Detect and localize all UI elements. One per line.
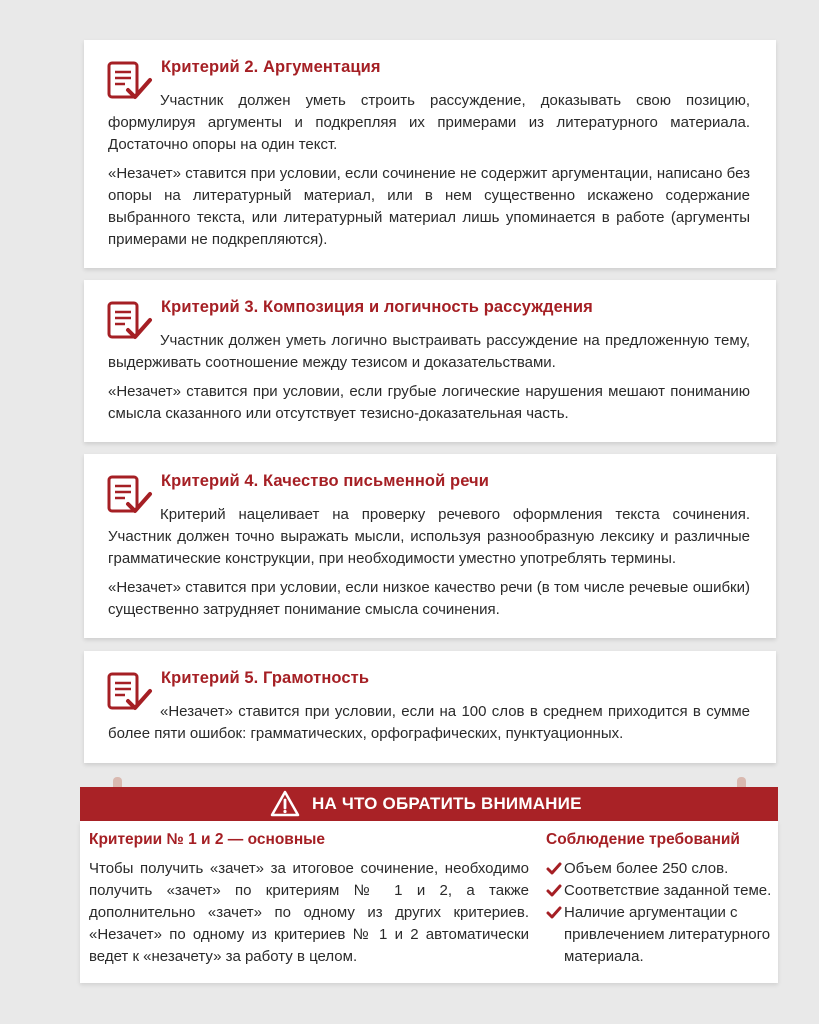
main-criteria-text: Чтобы получить «зачет» за итоговое сочинение, необходимо получить «зачет» по критериям № 1 и 2, а также дополнительно «зачет» по одному из других критериев. «Незачет» по одному из критериев № 1 и 2 автоматически ведет к «незачету» за работу в целом.	[89, 860, 529, 965]
main-criteria-section	[89, 831, 529, 968]
requirement-item	[546, 880, 776, 902]
criterion-description: Участник должен уметь логично выстраивать рассуждение на предложенную тему, выдерживать соотношение между тезисом и доказательствами.	[108, 332, 750, 371]
criterion-title: Критерий 4. Качество письменной речи	[161, 472, 489, 490]
criterion-card-5	[84, 651, 776, 763]
criterion-fail-condition: «Незачет» ставится при условии, если сочинение не содержит аргументации, написано без опоры на литературный материал, или в нем существенно искажено содержание выбранного текста, или литературный материал лишь упоминается в работе (аргументы примерами не подкрепляются).	[108, 165, 750, 248]
attention-panel	[80, 821, 778, 983]
requirement-text: Объем более 250 слов.	[564, 860, 729, 877]
criterion-fail-condition: «Незачет» ставится при условии, если грубые логические нарушения мешают пониманию смысла сказанного или отсутствует тезисно-доказательная часть.	[108, 383, 750, 422]
requirement-item	[546, 902, 776, 968]
criterion-title: Критерий 3. Композиция и логичность рассуждения	[161, 298, 593, 316]
attention-banner	[80, 787, 778, 821]
criterion-title: Критерий 5. Грамотность	[161, 669, 370, 687]
criterion-description: Критерий нацеливает на проверку речевого оформления текста сочинения. Участник должен точно выражать мысли, используя разнообразную лексику и различные грамматические конструкции, при необходимости уместно употреблять термины.	[108, 506, 750, 567]
requirement-item	[546, 858, 776, 880]
checkmark-icon	[546, 884, 562, 898]
checkmark-icon	[546, 862, 562, 876]
criterion-title: Критерий 2. Аргументация	[161, 58, 381, 76]
checkmark-icon	[546, 906, 562, 920]
criterion-fail-condition: «Незачет» ставится при условии, если низкое качество речи (в том числе речевые ошибки) существенно затрудняет понимание смысла сочинения.	[108, 579, 750, 618]
requirements-heading: Соблюдение требований	[546, 831, 740, 848]
main-criteria-heading: Критерии № 1 и 2 — основные	[89, 831, 326, 848]
requirement-text: Соответствие заданной теме.	[564, 882, 772, 899]
criterion-card-3	[84, 280, 776, 442]
requirements-section	[546, 831, 776, 968]
requirements-list	[546, 858, 776, 968]
requirement-text: Наличие аргументации с привлечением литературного материала.	[564, 904, 771, 965]
criterion-fail-condition: «Незачет» ставится при условии, если на 100 слов в среднем приходится в сумме более пяти ошибок: грамматических, орфографических, пунктуационных.	[108, 703, 750, 742]
criterion-card-2	[84, 40, 776, 268]
criterion-card-4	[84, 454, 776, 638]
warning-icon	[270, 790, 300, 818]
banner-title: НА ЧТО ОБРАТИТЬ ВНИМАНИЕ	[312, 794, 582, 813]
criterion-description: Участник должен уметь строить рассуждение, доказывать свою позицию, формулируя аргументы и подкрепляя их примерами из литературного материала. Достаточно опоры на один текст.	[108, 92, 750, 153]
